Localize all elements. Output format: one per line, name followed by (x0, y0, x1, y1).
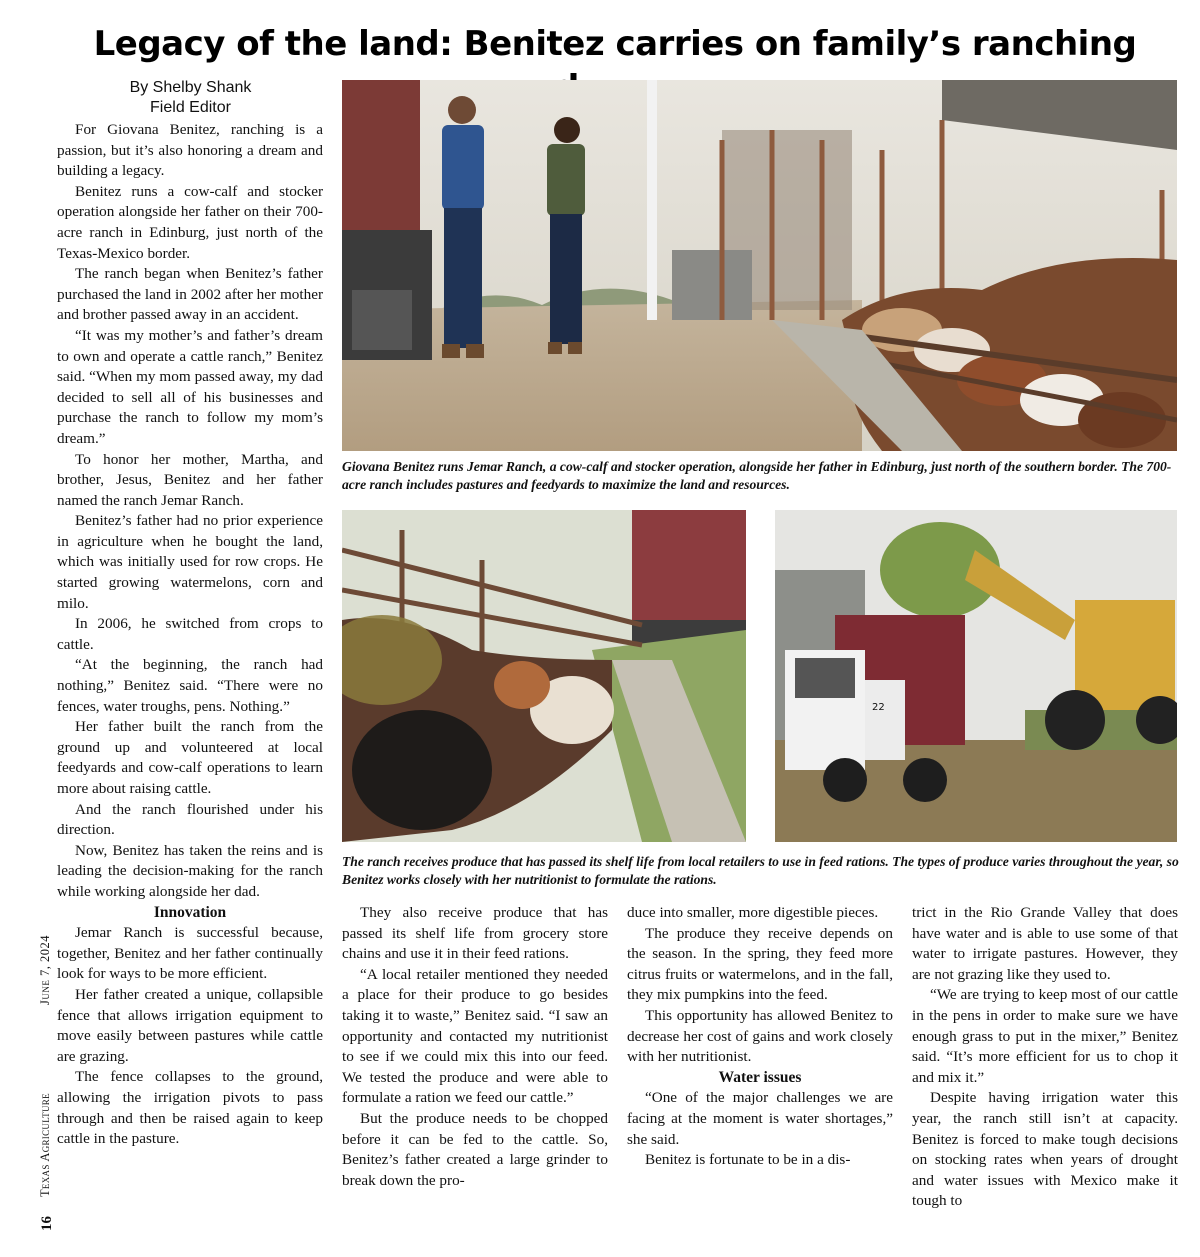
paragraph: To honor her mother, Martha, and brother, Jesus, Benitez and her father named the ranch Jemar Ranch. (57, 450, 323, 509)
paragraph: “A local retailer mentioned they needed a place for their produce to go besides taking it to waste,” Benitez said. “I saw an opportunity and contacted my nutritionist to see if we could mix this into our feed. We tested the produce and were able to formulate a ration we feed our cattle.” (342, 965, 608, 1107)
paragraph: In 2006, he switched from crops to cattle. (57, 615, 323, 653)
paragraph: Benitez is fortunate to be in a dis- (645, 1151, 851, 1169)
paragraph: “We are trying to keep most of our cattle in the pens in order to make sure we have enough grass to put in the mixer,” Benitez said. “It’s more efficient for us to chop it and mix it.” (912, 986, 1178, 1086)
folio-page-number: 16 (39, 1216, 55, 1231)
paragraph: “At the beginning, the ranch had nothing,” Benitez said. “There were no fences, water troughs, pens. Nothing.” (57, 656, 323, 715)
paragraph: The produce they receive depends on the season. In the spring, they feed more citrus fruits or watermelons, and in the fall, they mix pumpkins into the feed. (627, 924, 893, 1004)
paragraph: “One of the major challenges we are facing at the moment is water shortages,” she said. (627, 1089, 893, 1148)
headline: Legacy of the land: Benitez carries on family’s ranching (93, 24, 1137, 64)
byline (58, 78, 323, 118)
photo-ranchers-walking (342, 80, 1177, 451)
paragraph: Her father created a unique, collapsible fence that allows irrigation equipment to move easily between pastures while cattle are grazing. (57, 985, 323, 1065)
paragraph: Jemar Ranch is successful because, together, Benitez and her father continually look for ways to be more efficient. (57, 924, 323, 983)
photo-caption-main: Giovana Benitez runs Jemar Ranch, a cow-calf and stocker operation, alongside her father in Edinburg, just north of the southern border. The 700-acre ranch includes pastures and feedyards to maximize the land and resources. (342, 459, 1172, 492)
paragraph: Now, Benitez has taken the reins and is leading the decision-making for the ranch while working alongside her dad. (57, 841, 323, 900)
folio-date: June 7, 2024 (38, 935, 52, 1005)
paragraph: The ranch began when Benitez’s father purchased the land in 2002 after her mother and brother passed away in an accident. (57, 265, 323, 324)
article-column-1 (57, 120, 323, 1150)
paragraph: But the produce needs to be chopped before it can be fed to the cattle. So, Benitez’s father created a large grinder to break down the pro- (342, 1109, 608, 1189)
paragraph: “It was my mother’s and father’s dream to own and operate a cattle ranch,” Benitez said. “When my mom passed away, my dad decided to sell all of his businesses and purchase the ranch to follow my mom’s dream.” (57, 326, 323, 447)
paragraph: Benitez runs a cow-calf and stocker operation alongside her father on their 700-acre ranch in Edinburg, just north of the Texas-Mexico border. (57, 182, 323, 262)
paragraph: This opportunity has allowed Benitez to decrease her cost of gains and work closely with her nutritionist. (627, 1006, 893, 1066)
photo-caption-second: The ranch receives produce that has passed its shelf life from local retailers to use in feed rations. The types of produce varies throughout the year, so Benitez works closely with her nutritionist to formulate the rations. (342, 854, 1179, 887)
folio-publication: Texas Agriculture (38, 1093, 52, 1197)
paragraph: And the ranch flourished under his direction. (57, 800, 323, 839)
paragraph: Her father built the ranch from the ground up and volunteered at local feedyards and cow-calf operations to learn more about raising cattle. (57, 718, 323, 797)
article-column-3 (627, 903, 893, 1171)
page-folio (38, 905, 58, 1235)
byline-author: By Shelby Shank (129, 79, 252, 96)
paragraph: trict in the Rio Grande Valley that does have water and is able to use some of that water to irrigate pastures. However, they are not grazing like they used to. (912, 904, 1178, 983)
truck-number: 22 (872, 702, 885, 713)
section-heading-water-issues: Water issues (718, 1068, 802, 1086)
paragraph: duce into smaller, more digestible pieces. (627, 904, 879, 921)
photo-loader-truck (775, 510, 1177, 842)
paragraph: For Giovana Benitez, ranching is a passion, but it’s also honoring a dream and building a legacy. (57, 121, 323, 180)
article-column-2 (342, 903, 608, 1191)
section-heading-innovation: Innovation (153, 903, 227, 921)
photo-cattle-feeding (342, 510, 746, 842)
paragraph: They also receive produce that has passed its shelf life from grocery store chains and use it in their feed rations. (342, 904, 608, 963)
paragraph: Despite having irrigation water this year, the ranch still isn’t at capacity. Benitez is forced to make tough decisions on stocking rates when years of drought and water issues with Mexico make it tough to (912, 1089, 1178, 1210)
paragraph: Benitez’s father had no prior experience in agriculture when he bought the land, which was initially used for row crops. He started growing watermelons, corn and milo. (57, 512, 323, 612)
paragraph: The fence collapses to the ground, allowing the irrigation pivots to pass through and then be raised again to keep cattle in the pasture. (57, 1068, 323, 1148)
article-column-4 (912, 903, 1178, 1212)
byline-title: Field Editor (150, 99, 231, 116)
